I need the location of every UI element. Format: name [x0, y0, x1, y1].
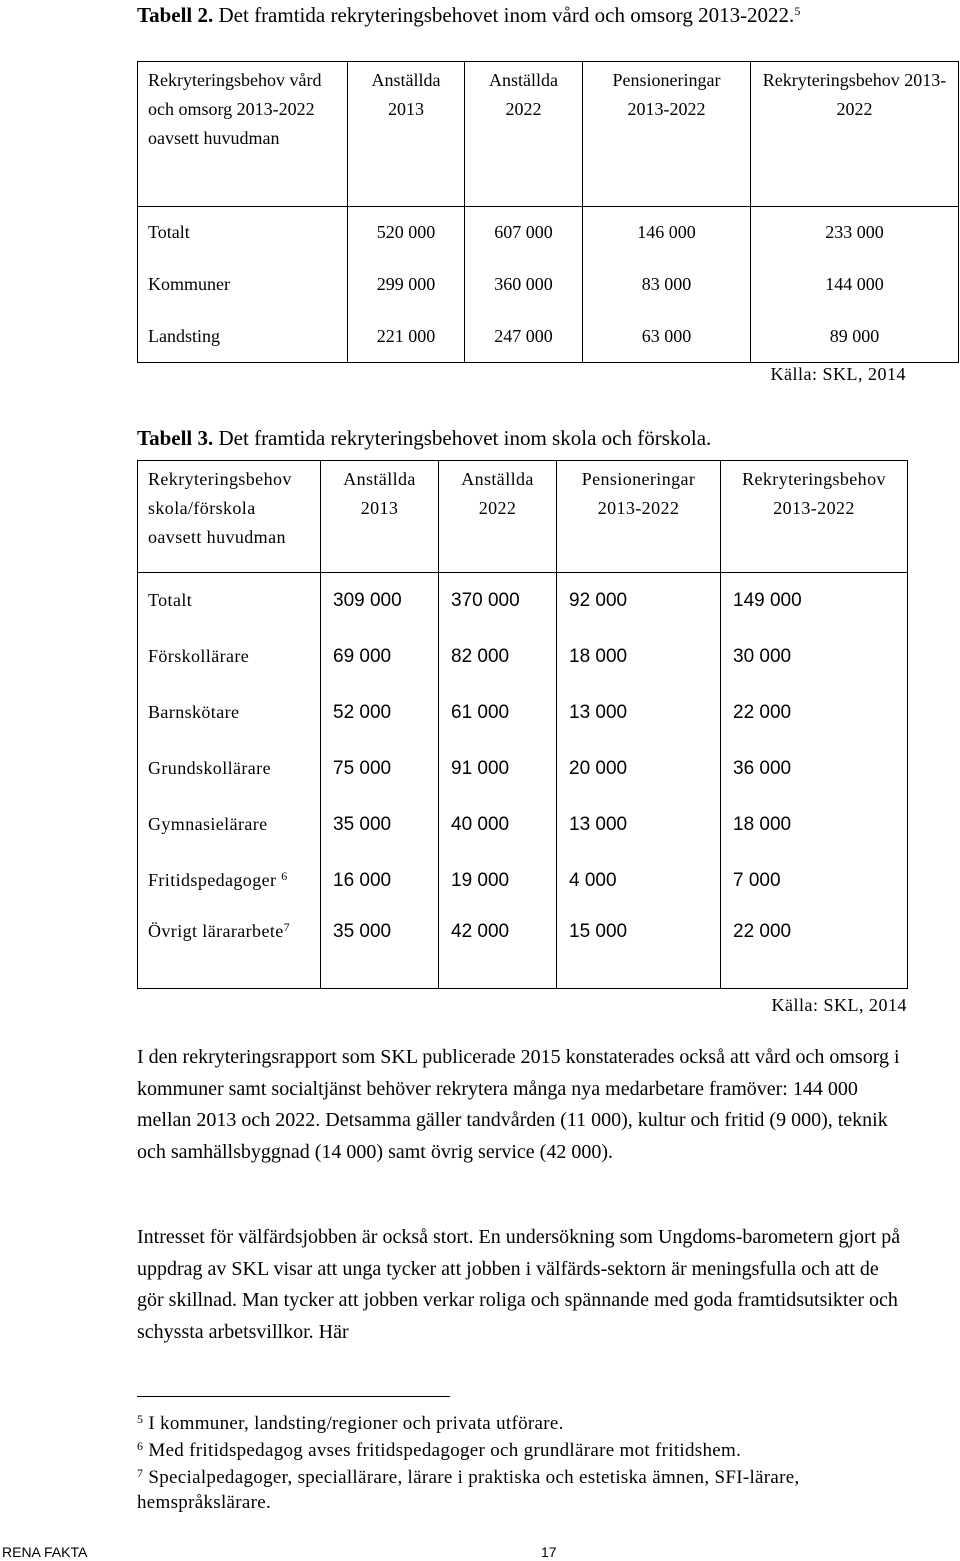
- footnote: [137, 1465, 897, 1515]
- table2-cell: 146 000: [583, 207, 751, 259]
- table3-cell-value: 36 000: [733, 758, 792, 779]
- table3-cell: [557, 909, 721, 989]
- table3-cell: [557, 629, 721, 685]
- table-row: [138, 629, 908, 685]
- table3-cell: [721, 797, 908, 853]
- table3-source: Källa: SKL, 2014: [771, 995, 907, 1015]
- table2-cell: 89 000: [751, 311, 959, 363]
- table3-row-label: [138, 853, 321, 909]
- table3-header-cell: Pensioneringar 2013-2022: [557, 461, 721, 573]
- table3-cell: [321, 853, 439, 909]
- table2-header-row: [138, 62, 959, 207]
- table3-cell-value: 40 000: [451, 814, 510, 835]
- footnote-ref: 6: [281, 869, 288, 883]
- table3-cell-value: 52 000: [333, 702, 392, 723]
- table3-row-label-text: Gymnasielärare: [148, 814, 268, 834]
- table3-row-label-text: Barnskötare: [148, 702, 240, 722]
- table3-cell: [439, 629, 557, 685]
- table-row: [138, 853, 908, 909]
- table2-caption-label: Tabell 2.: [137, 3, 214, 27]
- table3-row-label: [138, 797, 321, 853]
- table3-cell-value: 35 000: [333, 920, 392, 942]
- table3: [137, 460, 908, 989]
- table3-caption-text: Det framtida rekryteringsbehovet inom skola och förskola.: [213, 426, 712, 450]
- table2: [137, 61, 959, 363]
- table3-cell: [721, 573, 908, 629]
- table3-cell: [721, 909, 908, 989]
- table3-cell-value: 61 000: [451, 702, 510, 723]
- body-paragraph: I den rekryteringsrapport som SKL publicerade 2015 konstaterades också att vård och omsorg i kommuner samt socialtjänst behöver rekrytera många nya medarbetare framöver: 144 000 mellan 2013 och 2022. Detsamma gäller tandvården (11 000), kultur och fritid (9 000), teknik och samhällsbyggnad (14 000) samt övrig service (42 000).: [137, 1046, 900, 1163]
- table3-cell-value: 13 000: [569, 702, 628, 723]
- table-row: [138, 685, 908, 741]
- table3-cell-value: 370 000: [451, 590, 520, 612]
- table2-header-cell: Rekryteringsbehov vård och omsorg 2013-2022 oavsett huvudman: [138, 62, 348, 207]
- table3-cell-value: 15 000: [569, 920, 628, 942]
- table3-header-cell: Anställda 2022: [439, 461, 557, 573]
- table3-cell: [721, 853, 908, 909]
- table2-row-label: Totalt: [138, 207, 348, 259]
- table-row: [138, 909, 908, 989]
- footnote-text: Specialpedagoger, speciallärare, lärare i praktiska och estetiska ämnen, SFI-lärare, hemspråkslärare.: [137, 1467, 800, 1513]
- table3-cell: [321, 685, 439, 741]
- table2-header-cell: Rekryteringsbehov 2013-2022: [751, 62, 959, 207]
- table3-cell: [321, 629, 439, 685]
- table3-cell-value: 4 000: [569, 870, 617, 891]
- table3-header-cell: Rekryteringsbehov 2013-2022: [721, 461, 908, 573]
- table2-caption: [137, 2, 917, 29]
- table3-cell-value: 42 000: [451, 920, 510, 942]
- table3-cell: [439, 685, 557, 741]
- table3-cell: [439, 573, 557, 629]
- table3-cell-value: 13 000: [569, 814, 628, 835]
- table3-cell-value: 69 000: [333, 646, 392, 667]
- table3-cell: [439, 741, 557, 797]
- table3-header-cell: Rekryteringsbehov skola/förskola oavsett huvudman: [138, 461, 321, 573]
- table2-row-label: Landsting: [138, 311, 348, 363]
- table3-cell: [439, 853, 557, 909]
- table3-cell-value: 22 000: [733, 920, 792, 942]
- table-row: [138, 741, 908, 797]
- table3-cell-value: 16 000: [333, 870, 392, 891]
- table2-cell: 233 000: [751, 207, 959, 259]
- table3-cell: [321, 797, 439, 853]
- table2-cell: 520 000: [348, 207, 465, 259]
- table3-cell: [557, 741, 721, 797]
- table3-row-label: [138, 909, 321, 989]
- table3-caption-label: Tabell 3.: [137, 426, 214, 450]
- footer-publication: RENA FAKTA: [2, 1544, 88, 1560]
- footnote-text: Med fritidspedagog avses fritidspedagoger och grundlärare mot fritidshem.: [148, 1440, 742, 1461]
- table-row: [138, 311, 959, 363]
- table2-caption-footnote-ref: 5: [794, 4, 801, 18]
- table3-cell-value: 35 000: [333, 814, 392, 835]
- table-row: [138, 797, 908, 853]
- body-paragraph: Intresset för välfärdsjobben är också stort. En undersökning som Ungdoms-barometern gjort på uppdrag av SKL visar att unga tycker att jobben i välfärds-sektorn är meningsfulla och att de gör skillnad. Man tycker att jobben verkar roliga och spännande med goda framtidsutsikter och schyssta arbetsvillkor. Här: [137, 1226, 901, 1343]
- table3-cell-value: 7 000: [733, 870, 781, 891]
- table3-cell-value: 309 000: [333, 590, 402, 612]
- table3-cell: [321, 573, 439, 629]
- footnote-number: 6: [137, 1439, 144, 1453]
- table3-cell-value: 18 000: [733, 814, 792, 835]
- table2-header-cell: Anställda 2022: [465, 62, 583, 207]
- table2-header-cell: Anställda 2013: [348, 62, 465, 207]
- table3-cell: [557, 797, 721, 853]
- table3-row-label-text: Övrigt lärararbete: [148, 920, 284, 941]
- table3-row-label-text: Fritidspedagoger: [148, 870, 277, 890]
- footnote-text: I kommuner, landsting/regioner och privata utförare.: [148, 1413, 564, 1434]
- table2-caption-text: Det framtida rekryteringsbehovet inom vård och omsorg 2013-2022.: [213, 3, 795, 27]
- footnote-number: 7: [137, 1466, 144, 1480]
- table-row: [138, 573, 908, 629]
- table2-cell: 144 000: [751, 259, 959, 311]
- table3-cell-value: 75 000: [333, 758, 392, 779]
- table3-cell: [439, 797, 557, 853]
- table3-row-label: [138, 741, 321, 797]
- table3-cell: [721, 629, 908, 685]
- table3-header-cell: Anställda 2013: [321, 461, 439, 573]
- table3-row-label-text: Totalt: [148, 590, 193, 611]
- footnote-ref: 7: [283, 919, 291, 934]
- table2-cell: 360 000: [465, 259, 583, 311]
- page-number: 17: [541, 1544, 557, 1560]
- table3-cell-value: 18 000: [569, 646, 628, 667]
- table2-cell: 83 000: [583, 259, 751, 311]
- table2-row-label: Kommuner: [138, 259, 348, 311]
- table3-row-label: [138, 685, 321, 741]
- table3-row-label: [138, 629, 321, 685]
- table2-cell: 63 000: [583, 311, 751, 363]
- table2-cell: 221 000: [348, 311, 465, 363]
- table3-cell-value: 91 000: [451, 758, 510, 779]
- table2-cell: 247 000: [465, 311, 583, 363]
- table3-cell-value: 19 000: [451, 870, 510, 891]
- table3-cell-value: 22 000: [733, 702, 792, 723]
- table3-cell-value: 20 000: [569, 758, 628, 779]
- table3-cell: [557, 685, 721, 741]
- table-row: [138, 259, 959, 311]
- table3-cell: [721, 741, 908, 797]
- footnote-divider: [137, 1396, 450, 1397]
- table-row: [138, 207, 959, 259]
- table3-cell-value: 30 000: [733, 646, 792, 667]
- table3-header-row: [138, 461, 908, 573]
- table3-row-label-text: Grundskollärare: [148, 758, 271, 778]
- table3-cell: [439, 909, 557, 989]
- table2-cell: 299 000: [348, 259, 465, 311]
- table3-cell: [321, 741, 439, 797]
- table3-cell: [557, 573, 721, 629]
- table3-cell: [557, 853, 721, 909]
- table2-source: Källa: SKL, 2014: [770, 364, 906, 384]
- footnote-number: 5: [137, 1412, 144, 1426]
- footnote: [137, 1411, 937, 1436]
- table3-cell-value: 149 000: [733, 590, 802, 612]
- table3-cell: [321, 909, 439, 989]
- table3-cell: [721, 685, 908, 741]
- table2-cell: 607 000: [465, 207, 583, 259]
- table3-row-label: [138, 573, 321, 629]
- table3-cell-value: 82 000: [451, 646, 510, 667]
- footnote: [137, 1438, 937, 1463]
- table3-row-label-text: Förskollärare: [148, 646, 250, 666]
- table3-caption: [137, 425, 917, 452]
- table3-cell-value: 92 000: [569, 590, 628, 612]
- table2-header-cell: Pensioneringar 2013-2022: [583, 62, 751, 207]
